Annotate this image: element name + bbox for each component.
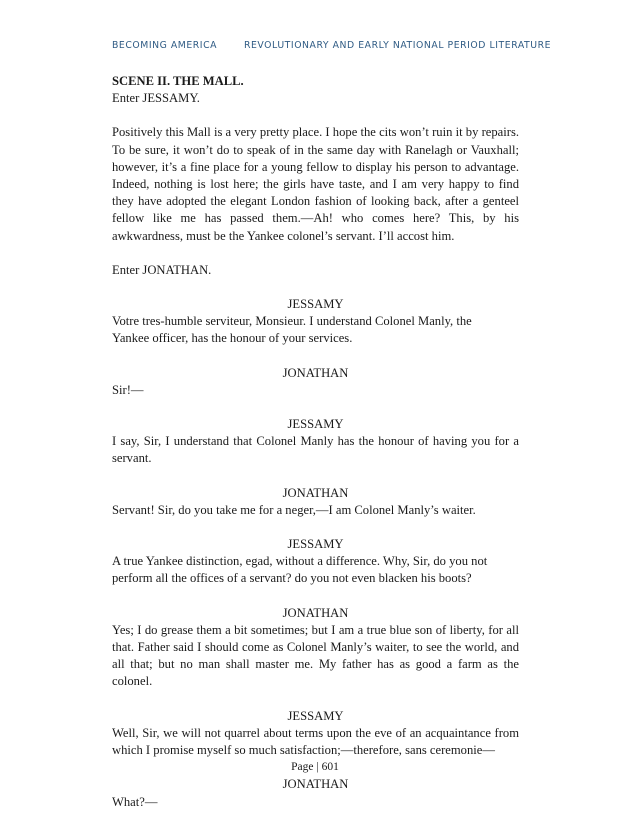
speaker-name: JESSAMY (287, 537, 344, 552)
play-text (112, 73, 519, 811)
speaker-name: JONATHAN (282, 365, 349, 380)
speaker-name: JESSAMY (287, 417, 344, 432)
dialogue-line: I say, Sir, I understand that Colonel Manly has the honour of having you for a servant. (112, 434, 519, 466)
speaker-name: JESSAMY (287, 297, 344, 312)
running-header (112, 40, 552, 51)
dialogue-line: What?— (112, 794, 158, 809)
dialogue-text-part: Votre tres-humble serviteur, Monsieur. I understand Colonel Manly, the (112, 314, 472, 329)
section-title: REVOLUTIONARY AND EARLY NATIONAL PERIOD LITERATURE (244, 40, 552, 51)
speaker-name: JONATHAN (282, 777, 349, 792)
page-number: Page | 601 (291, 761, 339, 773)
stage-direction: Enter JONATHAN. (112, 262, 212, 277)
speaker-name: JESSAMY (287, 708, 344, 723)
dialogue-line: Servant! Sir, do you take me for a neger,—I am Colonel Manly’s waiter. (112, 502, 476, 517)
dialogue-text-part: Yankee officer, has the honour of your services. (112, 331, 353, 346)
dialogue-line: A true Yankee distinction, egad, without a difference. Why, Sir, do you not perform all the offices of a servant? do you not even blacken his boots? (112, 554, 488, 586)
speaker-name: JONATHAN (282, 605, 349, 620)
dialogue-line: Sir!— (112, 382, 144, 397)
speaker-name: JONATHAN (282, 485, 349, 500)
scene-heading: SCENE II. THE MALL. (112, 74, 244, 88)
stage-direction: Enter JESSAMY. (112, 91, 200, 106)
dialogue-line (112, 313, 519, 347)
book-title: BECOMING AMERICA (112, 40, 218, 51)
monologue-paragraph: Positively this Mall is a very pretty place. I hope the cits won’t ruin it by repairs. To be sure, it won’t do to speak of in the same day with Ranelagh or Vauxhall; however, it’s a fine place for a young fellow to display his person to advantage. Indeed, nothing is lost here; the girls have taste, and I am very happy to find they have adopted the elegant London fashion of looking back, after a genteel fellow like me has passed them.—Ah! who comes here? This, by his awkwardness, must be the Yankee colonel’s servant. I’ll accost him. (112, 125, 519, 243)
dialogue-line: Yes; I do grease them a bit sometimes; but I am a true blue son of liberty, for all that. Father said I should come as Colonel Manly’s waiter, to see the world, and all that; but no man shall master me. My father has as good a farm as the colonel. (112, 622, 519, 689)
dialogue-line: Well, Sir, we will not quarrel about terms upon the eve of an acquaintance from which I promise myself so much satisfaction;—therefore, sans ceremonie— (112, 725, 519, 758)
